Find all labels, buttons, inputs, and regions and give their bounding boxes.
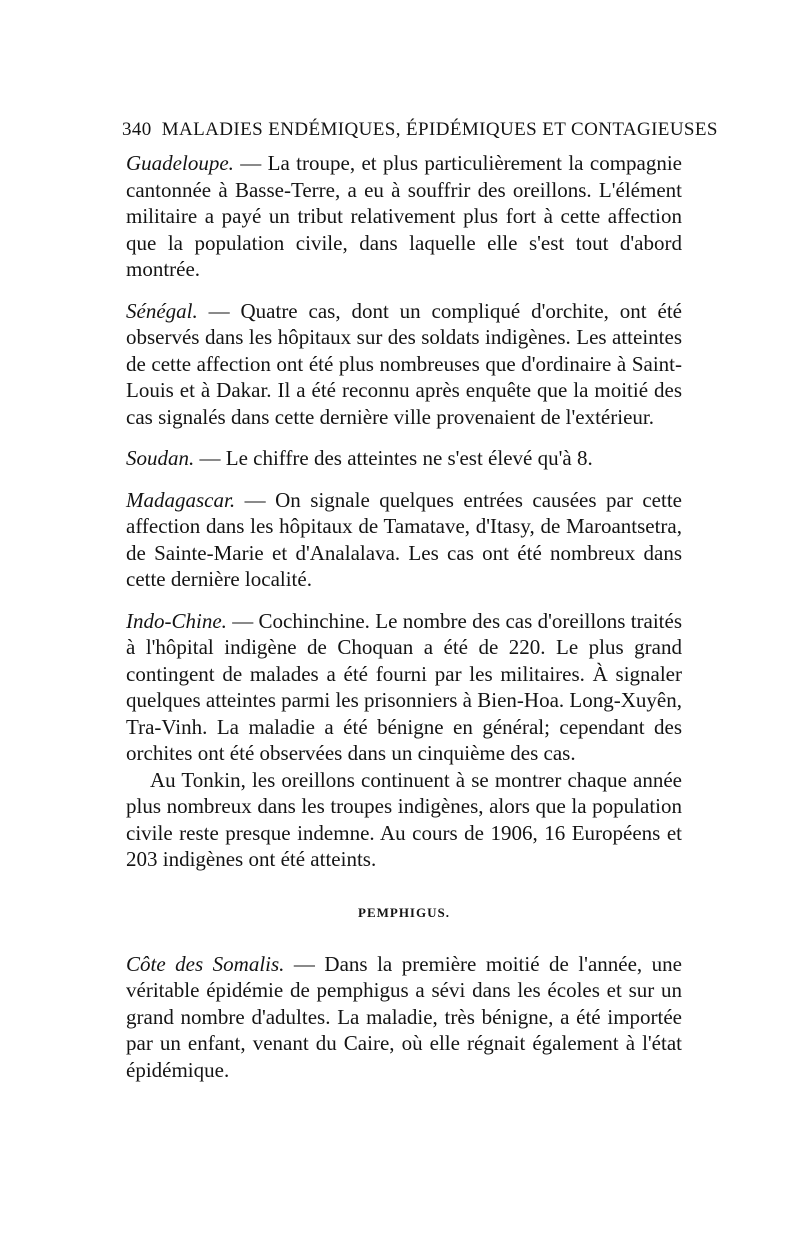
- paragraph-indo-chine: [126, 608, 682, 767]
- paragraph-lead: Côte des Somalis.: [126, 951, 285, 976]
- paragraph-text: — On signale quelques entrées causées par cette affection dans les hôpitaux de Tamatave, d'Itasy, de Maroantsetra, de Sainte-Marie et d'Analalava. Les cas ont été nombreux dans cette dernière localité.: [126, 487, 682, 591]
- paragraph-guadeloupe: [126, 150, 682, 283]
- paragraph-text: — Cochinchine. Le nombre des cas d'oreillons traités à l'hôpital indigène de Choquan a été de 220. Le plus grand contingent de malades a été fourni par les militaires. À signaler quelques atteintes parmi les prisonniers à Bien-Hoa. Long-Xuyên, Tra-Vinh. La maladie a été bénigne en général; cependant des orchites ont été observées dans un cinquième des cas.: [126, 608, 682, 765]
- paragraph-tonkin: [126, 767, 682, 873]
- paragraph-text: — Quatre cas, dont un compliqué d'orchite, ont été observés dans les hôpitaux sur des soldats indigènes. Les atteintes de cette affection ont été plus nombreuses que d'ordinaire à Saint-Louis et à Dakar. Il a été reconnu après enquête que la moitié des cas signalés dans cette dernière ville provenaient de l'extérieur.: [126, 298, 682, 429]
- paragraph-soudan: [126, 445, 682, 472]
- paragraph-lead: Guadeloupe.: [126, 151, 234, 175]
- paragraph-text: Au Tonkin, les oreillons continuent à se montrer chaque année plus nombreux dans les troupes indigènes, alors que la population civile reste presque indemne. Au cours de 1906, 16 Européens et 203 indigènes ont été atteints.: [126, 767, 682, 871]
- paragraph-madagascar: [126, 487, 682, 593]
- paragraph-text: — Dans la première moitié de l'année, une véritable épidémie de pemphigus a sévi dans les écoles et sur un grand nombre d'adultes. La maladie, très bénigne, a été importée par un enfant, venant du Caire, où elle régnait également à l'état épidémique.: [126, 951, 682, 1082]
- running-title: MALADIES ENDÉMIQUES, ÉPIDÉMIQUES ET CONTAGIEUSES: [161, 119, 718, 140]
- paragraph-text: — Le chiffre des atteintes ne s'est élevé qu'à 8.: [194, 446, 593, 470]
- paragraph-lead: Sénégal.: [126, 298, 198, 323]
- paragraph-lead: Madagascar.: [126, 487, 236, 512]
- paragraph-senegal: [126, 298, 682, 431]
- section-heading: PEMPHIGUS.: [358, 904, 450, 920]
- paragraph-lead: Indo-Chine.: [126, 608, 227, 633]
- paragraph-text: — La troupe, et plus particulièrement la compagnie cantonnée à Basse-Terre, a eu à souffrir des oreillons. L'élément militaire a payé un tribut relativement plus fort à cette affection que la population civile, dans laquelle elle s'est tout d'abord montrée.: [126, 151, 682, 281]
- page-number: 340: [122, 119, 152, 140]
- paragraph-cote-des-somalis: [126, 951, 682, 1084]
- paragraph-lead: Soudan.: [126, 446, 195, 470]
- document-page: [122, 118, 718, 1083]
- running-head: [122, 118, 718, 142]
